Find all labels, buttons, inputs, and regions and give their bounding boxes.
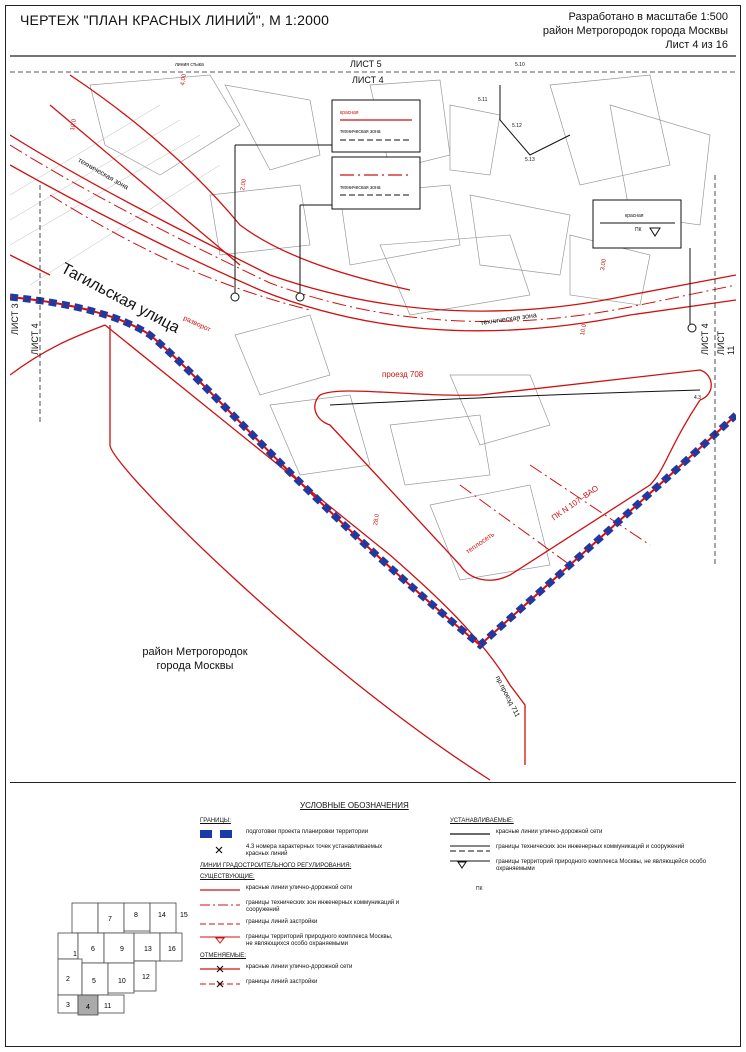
label-sheet-4-left: ЛИСТ 4 bbox=[30, 323, 40, 355]
map-drawing bbox=[10, 45, 736, 782]
key-map-sheet-10: 10 bbox=[118, 978, 126, 985]
dim-label-5: 10.0 bbox=[580, 323, 588, 337]
key-map-sheet-1: 1 bbox=[73, 951, 77, 958]
point-symbol bbox=[200, 844, 240, 854]
cn-redline-symbol bbox=[200, 964, 240, 974]
map-area bbox=[10, 45, 736, 782]
razvorot-label: разворот bbox=[182, 315, 212, 334]
legend-row-points bbox=[200, 844, 400, 858]
legend-cn1-text: красные линии улично-дорожной сети bbox=[246, 964, 353, 970]
inset3-pk-label: ПК bbox=[635, 227, 642, 233]
inset1-red-label: красная bbox=[340, 110, 359, 116]
key-map-grid bbox=[58, 903, 182, 1015]
inset3-red-label: красная bbox=[625, 213, 644, 219]
label-sheet-4-right: ЛИСТ 4 bbox=[700, 323, 710, 355]
key-map-sheet-16: 16 bbox=[168, 946, 176, 953]
legend-ex4-text: границы территорий природного комплекса Москвы, не являющихся особо охраняемыми bbox=[246, 934, 393, 947]
legend-column-left bbox=[200, 818, 400, 994]
key-map-sheet-7: 7 bbox=[108, 916, 112, 923]
key-map-sheet-15: 15 bbox=[180, 912, 188, 919]
tech-zone-label-2: техническая зона bbox=[480, 312, 538, 327]
legend-row-cn2 bbox=[200, 979, 400, 989]
passage-711-label: пр.проезд 711 bbox=[493, 675, 521, 719]
key-map-sheet-2: 2 bbox=[66, 976, 70, 983]
legend-es1-text: красные линии улично-дорожной сети bbox=[496, 829, 603, 835]
legend-inset-1 bbox=[332, 100, 420, 152]
legend-boundary-text: подготовки проекта планировки территории bbox=[246, 829, 369, 835]
key-map-sheet-14: 14 bbox=[158, 912, 166, 919]
ex-nature-symbol bbox=[200, 934, 240, 944]
es-nature-symbol bbox=[450, 859, 490, 869]
legend-lines-heading: ЛИНИИ ГРАДОСТРОИТЕЛЬНОГО РЕГУЛИРОВАНИЯ: bbox=[200, 863, 352, 869]
legend-row-ex1 bbox=[200, 885, 400, 895]
dim-label-6: 28.0 bbox=[373, 513, 381, 527]
inset1-zone-label: техническая зона bbox=[340, 129, 381, 135]
key-map-sheet-4: 4 bbox=[86, 1004, 90, 1011]
legend-area bbox=[10, 782, 736, 1042]
es-techzone-symbol bbox=[450, 844, 490, 854]
legend-row-cn1 bbox=[200, 964, 400, 974]
legend-row-es1 bbox=[450, 829, 720, 839]
legend-row-es3 bbox=[450, 859, 720, 873]
legend-cn2-text: границы линий застройки bbox=[246, 979, 318, 985]
legend-points-text: 4.3 номера характерных точек устанавливаемых красных линий bbox=[246, 844, 383, 857]
legend-inset-3 bbox=[593, 200, 681, 248]
ex-building-line-symbol bbox=[200, 919, 240, 929]
key-map-sheet-13: 13 bbox=[144, 946, 152, 953]
key-map-sheet-12: 12 bbox=[142, 974, 150, 981]
legend-row-es2 bbox=[450, 844, 720, 854]
point-label-43: 4.3 bbox=[694, 395, 701, 401]
sheet-number: Лист 4 из 16 bbox=[665, 39, 728, 51]
street-label-tagilskaya: Тагильская улица bbox=[58, 260, 183, 337]
sheet-key-map bbox=[48, 893, 198, 1018]
legend-es3-text: границы территорий природного комплекса Москвы, не являющейся особо охраняемыми bbox=[496, 859, 707, 872]
legend-granitsy-heading: ГРАНИЦЫ: bbox=[200, 818, 231, 824]
point-label-510: 5.10 bbox=[515, 62, 525, 68]
point-label-511: 5.11 bbox=[478, 97, 488, 103]
key-map-sheet-8: 8 bbox=[134, 912, 138, 919]
label-sheet-4-top: ЛИСТ 4 bbox=[352, 75, 384, 85]
key-map-sheet-3: 3 bbox=[66, 1002, 70, 1009]
legend-row-ex3 bbox=[200, 919, 400, 929]
district-map-label: район Метрогородок города Москвы bbox=[142, 646, 248, 672]
key-map-sheet-5: 5 bbox=[92, 978, 96, 985]
key-map-sheet-6: 6 bbox=[91, 946, 95, 953]
point-label-513: 5.13 bbox=[525, 157, 535, 163]
scale-note: Разработано в масштабе 1:500 bbox=[568, 11, 728, 23]
legend-column-right bbox=[450, 818, 720, 892]
label-sheet-3: ЛИСТ 3 bbox=[10, 303, 20, 335]
label-sheet-11: ЛИСТ 11 bbox=[716, 330, 736, 355]
legend-cancelled-heading: ОТМЕНЯЕМЫЕ: bbox=[200, 953, 246, 959]
point-label-512: 5.12 bbox=[512, 123, 522, 129]
passage-708-label: проезд 708 bbox=[382, 370, 424, 379]
es-redline-symbol bbox=[450, 829, 490, 839]
legend-title: УСЛОВНЫЕ ОБОЗНАЧЕНИЯ bbox=[300, 801, 409, 810]
dim-label-2: 4.00 bbox=[180, 73, 188, 87]
key-map-sheet-9: 9 bbox=[120, 946, 124, 953]
ex-redline-symbol bbox=[200, 885, 240, 895]
dim-label-1: 10.0 bbox=[70, 118, 78, 132]
cn-building-line-symbol bbox=[200, 979, 240, 989]
pk-symbol-label: ПК bbox=[476, 886, 483, 892]
pk-label: ПК N 107–ВАО bbox=[550, 483, 601, 523]
legend-row-ex4 bbox=[200, 934, 400, 948]
legend-existing-heading: СУЩЕСТВУЮЩИЕ: bbox=[200, 874, 255, 880]
drawing-title: ЧЕРТЕЖ "ПЛАН КРАСНЫХ ЛИНИЙ", М 1:2000 bbox=[20, 12, 330, 28]
dim-label-3: 2.00 bbox=[240, 178, 248, 192]
red-line-points bbox=[231, 293, 696, 332]
key-map-sheet-11: 11 bbox=[104, 1003, 112, 1010]
legend-established-heading: УСТАНАВЛИВАЕМЫЕ: bbox=[450, 818, 514, 824]
inset2-zone-label: техническая зона bbox=[340, 185, 381, 191]
legend-es2-text: границы технических зон инженерных коммуникаций и сооружений bbox=[496, 844, 685, 850]
legend-inset-2 bbox=[332, 157, 420, 209]
legend-ex2-text: границы технических зон инженерных коммуникаций и сооружений bbox=[246, 900, 400, 913]
ex-techzone-symbol bbox=[200, 900, 240, 910]
tech-zone-label-1: техническая зона bbox=[76, 157, 130, 192]
boundary-symbol bbox=[200, 829, 240, 839]
legend-ex3-text: границы линий застройки bbox=[246, 919, 318, 925]
teplosety-label: теплосеть bbox=[465, 531, 496, 556]
junction-label-top: линия стыка bbox=[175, 62, 204, 68]
legend-ex1-text: красные линии улично-дорожной сети bbox=[246, 885, 353, 891]
legend-row-boundary bbox=[200, 829, 400, 839]
legend-row-ex2 bbox=[200, 900, 400, 914]
district-note: район Метрогородок города Москвы bbox=[542, 25, 728, 37]
dim-label-4: 3.00 bbox=[600, 258, 608, 272]
label-sheet-5: ЛИСТ 5 bbox=[350, 59, 382, 69]
